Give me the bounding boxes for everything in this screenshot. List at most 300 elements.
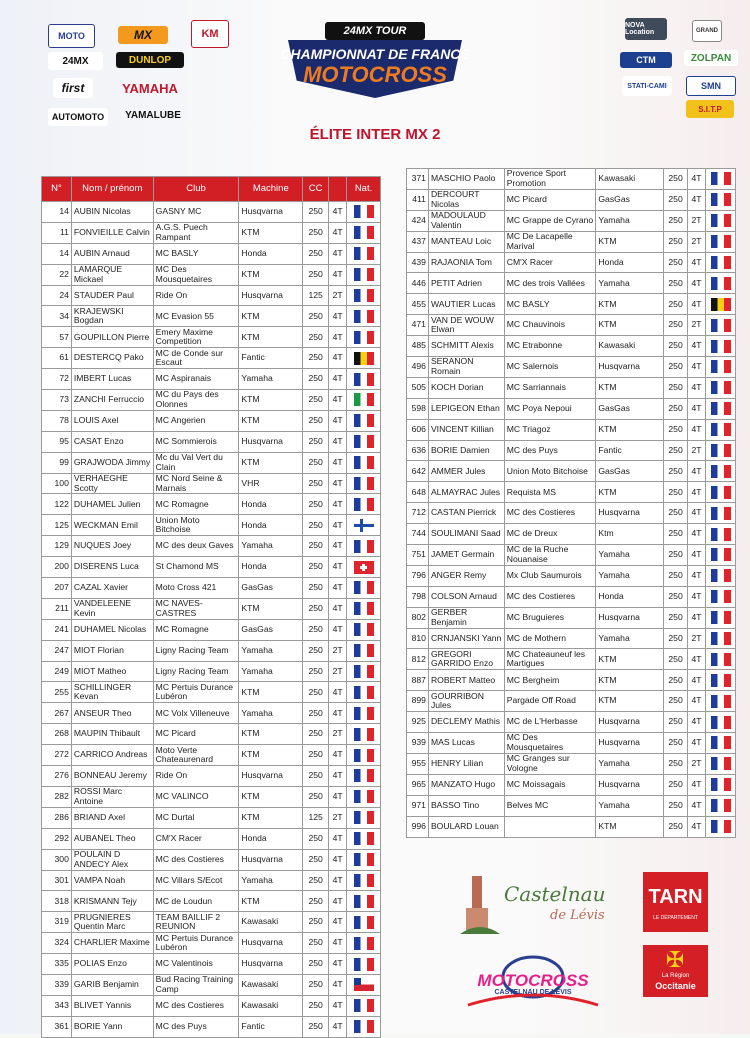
- rider-cc: 250: [303, 243, 329, 264]
- rider-stroke: 2T: [688, 210, 706, 231]
- flag-icon: [354, 519, 374, 532]
- rider-club: MC Grappe de Cyrano: [504, 210, 596, 231]
- table-header-row: [42, 177, 381, 202]
- rider-name: MIOT Florian: [71, 640, 153, 661]
- rider-machine: KTM: [239, 390, 303, 411]
- sponsor-logo: MX: [118, 26, 168, 44]
- rider-stroke: 4T: [329, 870, 347, 891]
- rider-nationality: [347, 222, 381, 243]
- riders-table-right-body: [407, 169, 736, 838]
- table-row: [42, 285, 381, 306]
- rider-cc: 250: [303, 410, 329, 431]
- flag-icon: [354, 958, 374, 971]
- flag-icon: [354, 331, 374, 344]
- tower-icon: [460, 868, 500, 938]
- rider-club: MC des deux Gaves: [153, 536, 239, 557]
- rider-nationality: [347, 494, 381, 515]
- rider-cc: 250: [303, 494, 329, 515]
- rider-club: MC Romagne: [153, 494, 239, 515]
- rider-nationality: [706, 649, 736, 670]
- rider-machine: Fantic: [596, 440, 664, 461]
- rider-club: MC Chauvinois: [504, 315, 596, 336]
- flag-icon: [354, 352, 374, 365]
- flag-icon: [354, 1020, 374, 1033]
- rider-club: MC du Pays des Olonnes: [153, 390, 239, 411]
- rider-name: GARIB Benjamin: [71, 974, 153, 995]
- rider-nationality: [347, 828, 381, 849]
- rider-club: Requista MS: [504, 482, 596, 503]
- sponsor-logos-left: [48, 20, 238, 135]
- rider-nationality: [706, 753, 736, 774]
- flag-icon: [711, 381, 731, 394]
- rider-machine: KTM: [596, 670, 664, 691]
- rider-name: IMBERT Lucas: [71, 369, 153, 390]
- rider-stroke: 2T: [688, 440, 706, 461]
- flag-icon: [354, 393, 374, 406]
- table-row: [42, 557, 381, 578]
- rider-cc: 250: [664, 461, 688, 482]
- rider-number: 129: [42, 536, 72, 557]
- rider-club: MC Picard: [504, 189, 596, 210]
- rider-machine: Yamaha: [596, 753, 664, 774]
- rider-nationality: [347, 640, 381, 661]
- rider-name: LAMARQUE Mickael: [71, 264, 153, 285]
- rider-machine: Kawasaki: [596, 169, 664, 190]
- table-row: [42, 243, 381, 264]
- rider-cc: 250: [303, 578, 329, 599]
- rider-club: Moto Verte Chateaurenard: [153, 745, 239, 766]
- rider-club: Ride On: [153, 766, 239, 787]
- castelnau-subname: de Lévis: [550, 908, 605, 923]
- rider-number: 446: [407, 273, 429, 294]
- rider-nationality: [347, 912, 381, 933]
- rider-stroke: 4T: [329, 682, 347, 703]
- rider-cc: 250: [303, 974, 329, 995]
- table-row: [42, 995, 381, 1016]
- rider-nationality: [347, 807, 381, 828]
- rider-name: JAMET Germain: [428, 545, 504, 566]
- rider-name: KRISMANN Tejy: [71, 891, 153, 912]
- rider-number: 249: [42, 661, 72, 682]
- rider-number: 11: [42, 222, 72, 243]
- occitanie-name: Occitanie: [655, 981, 696, 991]
- sponsor-logo: ZOLPAN: [684, 50, 738, 66]
- table-row: [42, 202, 381, 223]
- rider-name: ROBERT Matteo: [428, 670, 504, 691]
- rider-nationality: [347, 703, 381, 724]
- rider-number: 300: [42, 849, 72, 870]
- table-row: [407, 795, 736, 816]
- mx-title: MOTOCROSS: [477, 971, 589, 990]
- rider-stroke: 4T: [329, 202, 347, 223]
- rider-machine: Husqvarna: [239, 285, 303, 306]
- rider-cc: 125: [303, 807, 329, 828]
- rider-nationality: [347, 348, 381, 369]
- table-row: [42, 786, 381, 807]
- rider-nationality: [347, 661, 381, 682]
- rider-name: AUBIN Arnaud: [71, 243, 153, 264]
- table-row: [42, 327, 381, 348]
- rider-cc: 250: [664, 440, 688, 461]
- rider-name: CARRICO Andreas: [71, 745, 153, 766]
- rider-stroke: 4T: [688, 377, 706, 398]
- flag-icon: [354, 686, 374, 699]
- rider-machine: Ktm: [596, 524, 664, 545]
- table-row: [42, 452, 381, 473]
- rider-club: MC Evasion 55: [153, 306, 239, 327]
- rider-machine: KTM: [239, 724, 303, 745]
- flag-icon: [711, 590, 731, 603]
- rider-machine: KTM: [596, 649, 664, 670]
- rider-machine: Honda: [239, 828, 303, 849]
- rider-cc: 250: [303, 849, 329, 870]
- rider-cc: 250: [664, 649, 688, 670]
- rider-stroke: 4T: [329, 243, 347, 264]
- rider-cc: 250: [664, 398, 688, 419]
- rider-name: ROSSI Marc Antoine: [71, 786, 153, 807]
- rider-stroke: 4T: [688, 607, 706, 628]
- tour-label: 24MX TOUR: [325, 22, 425, 40]
- rider-machine: Husqvarna: [239, 766, 303, 787]
- rider-name: GOURRIBON Jules: [428, 691, 504, 712]
- rider-nationality: [706, 315, 736, 336]
- table-row: [407, 252, 736, 273]
- flag-icon: [354, 435, 374, 448]
- rider-name: GRAJWODA Jimmy: [71, 452, 153, 473]
- rider-machine: Yamaha: [596, 628, 664, 649]
- rider-nationality: [706, 586, 736, 607]
- rider-cc: 250: [664, 503, 688, 524]
- castelnau-logo: [460, 868, 610, 948]
- flag-icon: [354, 937, 374, 950]
- rider-nationality: [706, 795, 736, 816]
- rider-name: ANSEUR Theo: [71, 703, 153, 724]
- rider-stroke: 4T: [329, 473, 347, 494]
- rider-nationality: [706, 210, 736, 231]
- rider-number: 211: [42, 598, 72, 619]
- table-row: [42, 745, 381, 766]
- rider-number: 125: [42, 515, 72, 536]
- rider-name: DESTERCQ Pako: [71, 348, 153, 369]
- rider-club: MC Villars S/Ecot: [153, 870, 239, 891]
- rider-name: GREGORI GARRIDO Enzo: [428, 649, 504, 670]
- flag-icon: [711, 423, 731, 436]
- table-row: [42, 974, 381, 995]
- title-line2: MOTOCROSS: [303, 62, 447, 87]
- rider-club: MC NAVES-CASTRES: [153, 598, 239, 619]
- rider-machine: KTM: [596, 315, 664, 336]
- rider-machine: Husqvarna: [596, 503, 664, 524]
- rider-number: 34: [42, 306, 72, 327]
- rider-name: MIOT Matheo: [71, 661, 153, 682]
- rider-stroke: 4T: [329, 369, 347, 390]
- rider-number: 424: [407, 210, 429, 231]
- rider-club: MC Aspiranais: [153, 369, 239, 390]
- flag-icon: [354, 874, 374, 887]
- rider-cc: 250: [664, 628, 688, 649]
- flag-icon: [354, 414, 374, 427]
- rider-stroke: 4T: [329, 264, 347, 285]
- rider-cc: 125: [303, 285, 329, 306]
- rider-machine: KTM: [596, 231, 664, 252]
- table-row: [42, 807, 381, 828]
- rider-cc: 250: [303, 745, 329, 766]
- rider-stroke: 4T: [329, 933, 347, 954]
- flag-icon: [354, 289, 374, 302]
- rider-machine: KTM: [239, 452, 303, 473]
- rider-machine: KTM: [239, 745, 303, 766]
- table-row: [407, 524, 736, 545]
- table-row: [42, 828, 381, 849]
- rider-club: Ride On: [153, 285, 239, 306]
- rider-nationality: [347, 933, 381, 954]
- rider-cc: 250: [303, 682, 329, 703]
- rider-cc: 250: [664, 670, 688, 691]
- table-row: [407, 774, 736, 795]
- rider-number: 606: [407, 419, 429, 440]
- flag-icon: [711, 757, 731, 770]
- rider-club: MC BASLY: [153, 243, 239, 264]
- rider-name: ANGER Remy: [428, 565, 504, 586]
- rider-club: MC Salernois: [504, 357, 596, 378]
- rider-machine: KTM: [596, 691, 664, 712]
- occitanie-region: La Région: [661, 973, 690, 979]
- rider-name: GOUPILLON Pierre: [71, 327, 153, 348]
- rider-stroke: 4T: [329, 390, 347, 411]
- flag-icon: [354, 644, 374, 657]
- rider-name: DISERENS Luca: [71, 557, 153, 578]
- rider-cc: 250: [664, 189, 688, 210]
- table-row: [42, 933, 381, 954]
- rider-club: MC Granges sur Vologne: [504, 753, 596, 774]
- rider-cc: 250: [303, 828, 329, 849]
- rider-nationality: [706, 357, 736, 378]
- rider-machine: Husqvarna: [239, 431, 303, 452]
- occitanie-logo: [643, 945, 708, 997]
- rider-number: 411: [407, 189, 429, 210]
- flag-icon: [711, 507, 731, 520]
- flag-icon: [711, 569, 731, 582]
- table-row: [42, 703, 381, 724]
- table-row: [42, 870, 381, 891]
- rider-machine: Husqvarna: [596, 357, 664, 378]
- rider-name: MAUPIN Thibault: [71, 724, 153, 745]
- rider-nationality: [347, 766, 381, 787]
- rider-machine: Yamaha: [596, 795, 664, 816]
- rider-name: BOULARD Louan: [428, 816, 504, 837]
- rider-stroke: 4T: [329, 431, 347, 452]
- flag-icon: [354, 728, 374, 741]
- riders-table-left: [41, 176, 381, 1038]
- rider-nationality: [347, 243, 381, 264]
- rider-number: 437: [407, 231, 429, 252]
- rider-nationality: [347, 745, 381, 766]
- rider-stroke: 4T: [329, 619, 347, 640]
- rider-stroke: 4T: [329, 828, 347, 849]
- rider-name: PETIT Adrien: [428, 273, 504, 294]
- rider-nationality: [706, 565, 736, 586]
- rider-machine: KTM: [239, 306, 303, 327]
- rider-club: Belves MC: [504, 795, 596, 816]
- rider-machine: KTM: [596, 816, 664, 837]
- riders-table-right: [406, 168, 736, 838]
- rider-stroke: 4T: [688, 670, 706, 691]
- rider-cc: 250: [664, 691, 688, 712]
- rider-cc: 250: [664, 252, 688, 273]
- rider-stroke: 4T: [329, 786, 347, 807]
- rider-name: MASCHIO Paolo: [428, 169, 504, 190]
- rider-number: 636: [407, 440, 429, 461]
- table-row: [407, 377, 736, 398]
- rider-machine: Kawasaki: [239, 974, 303, 995]
- rider-name: VAN DE WOUW Elwan: [428, 315, 504, 336]
- rider-number: 207: [42, 578, 72, 599]
- table-row: [407, 315, 736, 336]
- rider-name: NUQUES Joey: [71, 536, 153, 557]
- rider-number: 95: [42, 431, 72, 452]
- rider-number: 24: [42, 285, 72, 306]
- rider-club: MC Valentinois: [153, 954, 239, 975]
- rider-club: Pargade Off Road: [504, 691, 596, 712]
- rider-nationality: [347, 452, 381, 473]
- table-row: [407, 357, 736, 378]
- rider-stroke: 4T: [329, 974, 347, 995]
- rider-number: 339: [42, 974, 72, 995]
- rider-number: 301: [42, 870, 72, 891]
- table-row: [42, 494, 381, 515]
- rider-number: 324: [42, 933, 72, 954]
- rider-cc: 250: [303, 786, 329, 807]
- table-row: [407, 503, 736, 524]
- rider-club: MC Sarriannais: [504, 377, 596, 398]
- rider-nationality: [347, 327, 381, 348]
- rider-club: MC des Costieres: [504, 586, 596, 607]
- rider-club: MC Moissagais: [504, 774, 596, 795]
- rider-club: Provence Sport Promotion: [504, 169, 596, 190]
- rider-nationality: [706, 294, 736, 315]
- rider-machine: Honda: [239, 557, 303, 578]
- rider-number: 798: [407, 586, 429, 607]
- rider-club: MC des Costieres: [153, 995, 239, 1016]
- rider-cc: 250: [664, 357, 688, 378]
- rider-machine: Yamaha: [239, 536, 303, 557]
- table-row: [42, 661, 381, 682]
- rider-club: [504, 816, 596, 837]
- rider-stroke: 4T: [329, 598, 347, 619]
- rider-club: MC des Costieres: [153, 849, 239, 870]
- sponsor-logo: YAMALUBE: [125, 109, 181, 121]
- rider-cc: 250: [664, 586, 688, 607]
- col-header-cc: CC: [303, 177, 329, 202]
- rider-nationality: [706, 461, 736, 482]
- table-row: [407, 670, 736, 691]
- rider-number: 286: [42, 807, 72, 828]
- rider-stroke: 4T: [688, 461, 706, 482]
- rider-machine: Yamaha: [239, 661, 303, 682]
- rider-cc: 250: [664, 816, 688, 837]
- flag-icon: [711, 820, 731, 833]
- rider-cc: 250: [664, 419, 688, 440]
- rider-name: MANTEAU Loic: [428, 231, 504, 252]
- flag-icon: [711, 360, 731, 373]
- riders-table-left-body: [42, 202, 381, 1038]
- rider-name: MADOULAUD Valentin: [428, 210, 504, 231]
- flag-icon: [354, 978, 374, 991]
- rider-stroke: 4T: [688, 503, 706, 524]
- flag-icon: [711, 674, 731, 687]
- rider-club: MC Angerien: [153, 410, 239, 431]
- rider-machine: GasGas: [596, 398, 664, 419]
- rider-club: MC Poya Nepoui: [504, 398, 596, 419]
- sponsor-logo: NOVA Location: [625, 18, 667, 40]
- table-row: [42, 515, 381, 536]
- col-header-nationality: Nat.: [347, 177, 381, 202]
- flag-icon: [711, 548, 731, 561]
- rider-name: POULAIN D ANDECY Alex: [71, 849, 153, 870]
- rider-number: 996: [407, 816, 429, 837]
- rider-name: AMMER Jules: [428, 461, 504, 482]
- rider-name: FONVIEILLE Calvin: [71, 222, 153, 243]
- rider-nationality: [347, 431, 381, 452]
- rider-number: 810: [407, 628, 429, 649]
- rider-name: SOULIMANI Saad: [428, 524, 504, 545]
- table-row: [407, 565, 736, 586]
- rider-stroke: 4T: [688, 419, 706, 440]
- table-row: [42, 682, 381, 703]
- rider-cc: 250: [664, 712, 688, 733]
- rider-name: WAUTIER Lucas: [428, 294, 504, 315]
- rider-club: MC de Dreux: [504, 524, 596, 545]
- rider-cc: 250: [303, 473, 329, 494]
- rider-number: 971: [407, 795, 429, 816]
- col-header-stroke: [329, 177, 347, 202]
- rider-club: MC Triagoz: [504, 419, 596, 440]
- table-row: [407, 753, 736, 774]
- rider-stroke: 4T: [329, 410, 347, 431]
- table-row: [42, 891, 381, 912]
- motocross-castelnau-logo: [458, 955, 608, 1010]
- rider-machine: Husqvarna: [596, 733, 664, 754]
- rider-club: MC de Conde sur Escaut: [153, 348, 239, 369]
- table-row: [42, 640, 381, 661]
- rider-nationality: [706, 231, 736, 252]
- rider-number: 267: [42, 703, 72, 724]
- rider-number: 14: [42, 202, 72, 223]
- rider-nationality: [706, 607, 736, 628]
- table-row: [407, 189, 736, 210]
- rider-number: 61: [42, 348, 72, 369]
- rider-number: 268: [42, 724, 72, 745]
- rider-number: 99: [42, 452, 72, 473]
- col-header-machine: Machine: [239, 177, 303, 202]
- rider-name: AUBIN Nicolas: [71, 202, 153, 223]
- rider-stroke: 2T: [688, 753, 706, 774]
- rider-cc: 250: [664, 377, 688, 398]
- castelnau-name: Castelnau: [504, 882, 606, 906]
- flag-icon: [711, 214, 731, 227]
- rider-club: CM'X Racer: [153, 828, 239, 849]
- rider-club: Mx Club Saumurois: [504, 565, 596, 586]
- rider-nationality: [347, 786, 381, 807]
- rider-stroke: 4T: [329, 745, 347, 766]
- table-row: [42, 912, 381, 933]
- rider-name: MANZATO Hugo: [428, 774, 504, 795]
- rider-machine: KTM: [239, 327, 303, 348]
- rider-club: MC VALINCO: [153, 786, 239, 807]
- sponsor-logo: CTM: [620, 52, 672, 68]
- rider-club: Union Moto Bitchoise: [504, 461, 596, 482]
- table-row: [407, 398, 736, 419]
